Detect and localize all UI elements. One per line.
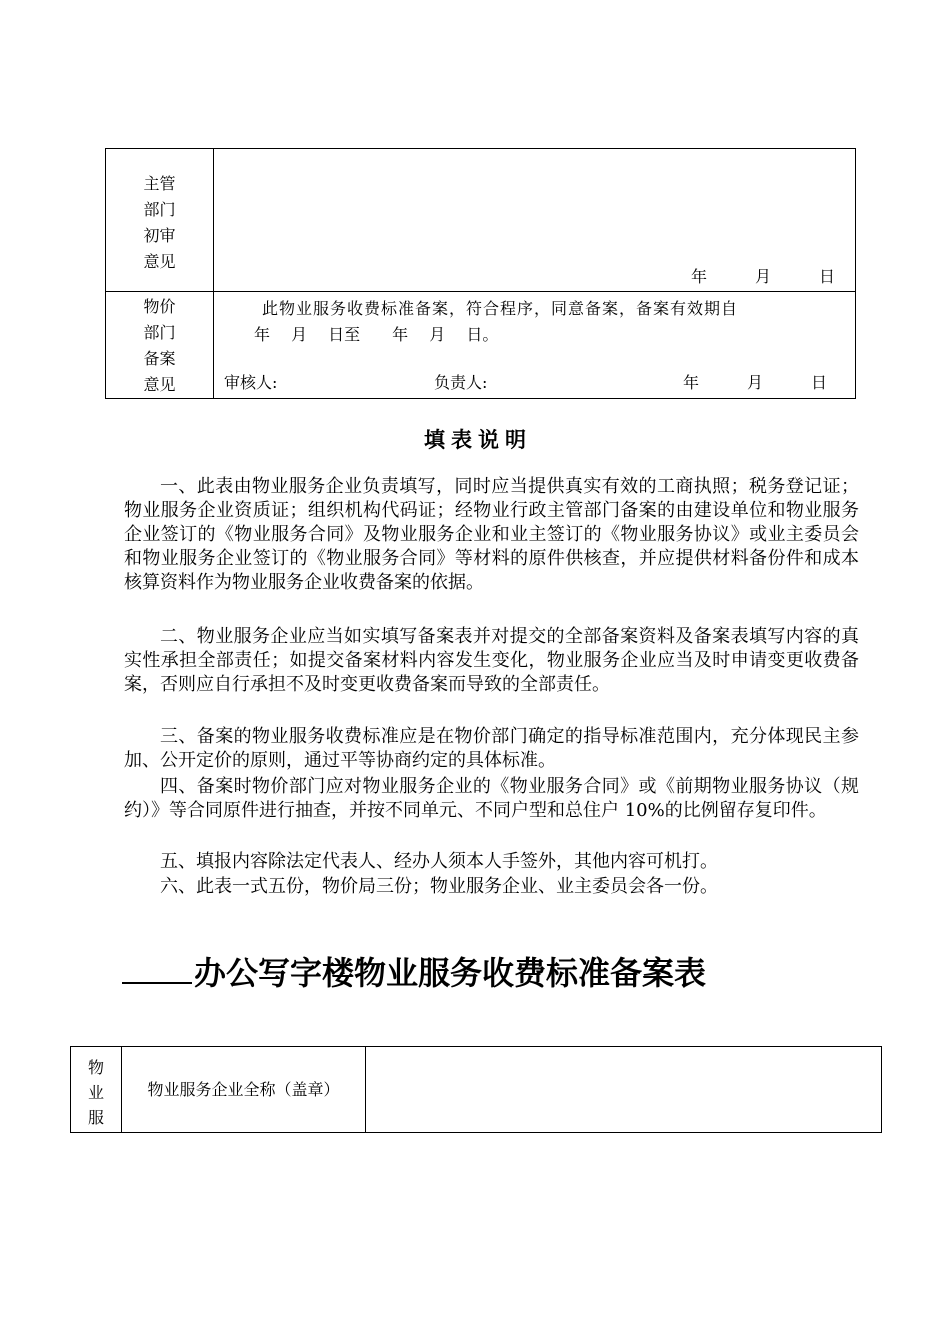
label-line: 意见 <box>143 375 176 394</box>
filing-validity-period: 年 月 日至 年 月 日。 <box>254 325 499 344</box>
form-title-wrapper <box>122 948 706 994</box>
label-line: 意见 <box>143 252 176 271</box>
label-line: 初审 <box>143 226 176 245</box>
filing-form-table <box>70 1046 882 1133</box>
responsible-label: 负责人: <box>434 373 488 392</box>
instruction-item: 三、备案的物业服务收费标准应是在物价部门确定的指导标准范围内，充分体现民主参加、公开定价的原则，通过平等协商约定的具体标准。 <box>124 726 859 771</box>
instruction-item: 六、此表一式五份，物价局三份；物业服务企业、业主委员会各一份。 <box>160 876 718 897</box>
instruction-item: 五、填报内容除法定代表人、经办人须本人手签外，其他内容可机打。 <box>160 851 718 872</box>
instruction-item: 一、此表由物业服务企业负责填写，同时应当提供真实有效的工商执照；税务登记证；物业服务企业资质证；组织机构代码证；经物业行政主管部门备案的由建设单位和物业服务企业签订的《物业服务合同》及物业服务企业和业主签订的《物业服务协议》或业主委员会和物业服务企业签订的《物业服务合同》等材料的原件供核查，并应提供材料备份件和成本核算资料作为物业服务企业收费备案的依据。 <box>124 476 859 593</box>
label-line: 物价 <box>143 297 176 316</box>
review-table <box>105 148 856 399</box>
company-name-label: 物业服务企业全称（盖章） <box>147 1079 340 1099</box>
side-label-char: 物 <box>87 1058 104 1077</box>
label-line: 备案 <box>143 349 176 368</box>
company-name-label-cell <box>122 1047 366 1133</box>
side-label-char: 业 <box>87 1083 104 1102</box>
company-name-input-cell[interactable] <box>366 1047 882 1133</box>
form-side-label-cell <box>71 1047 122 1133</box>
reviewer-label: 审核人: <box>224 373 278 392</box>
side-label-char: 服 <box>87 1108 104 1127</box>
price-filing-label-cell <box>106 292 214 399</box>
label-line: 部门 <box>143 323 176 342</box>
filing-date: 年 月 日 <box>682 373 827 392</box>
title-blank-line[interactable] <box>122 952 192 984</box>
instructions-heading: 填表说明 <box>424 427 532 452</box>
form-title: 办公写字楼物业服务收费标准备案表 <box>194 954 707 992</box>
initial-review-label-cell <box>106 149 214 292</box>
label-line: 主管 <box>143 174 176 193</box>
instruction-item: 二、物业服务企业应当如实填写备案表并对提交的全部备案资料及备案表填写内容的真实性承担全部责任；如提交备案材料内容发生变化，物业服务企业应当及时申请变更收费备案，否则应自行承担不及时变更收费备案而导致的全部责任。 <box>124 626 859 695</box>
initial-review-opinion-cell[interactable] <box>214 149 856 292</box>
initial-review-date: 年 月 日 <box>690 267 835 286</box>
filing-approval-text: 此物业服务收费标准备案，符合程序，同意备案，备案有效期自 <box>262 299 739 318</box>
instruction-item: 四、备案时物价部门应对物业服务企业的《物业服务合同》或《前期物业服务协议（规约）》等合同原件进行抽查，并按不同单元、不同户型和总住户 10%的比例留存复印件。 <box>124 776 859 821</box>
price-filing-opinion-cell[interactable] <box>214 292 856 399</box>
label-line: 部门 <box>143 200 176 219</box>
